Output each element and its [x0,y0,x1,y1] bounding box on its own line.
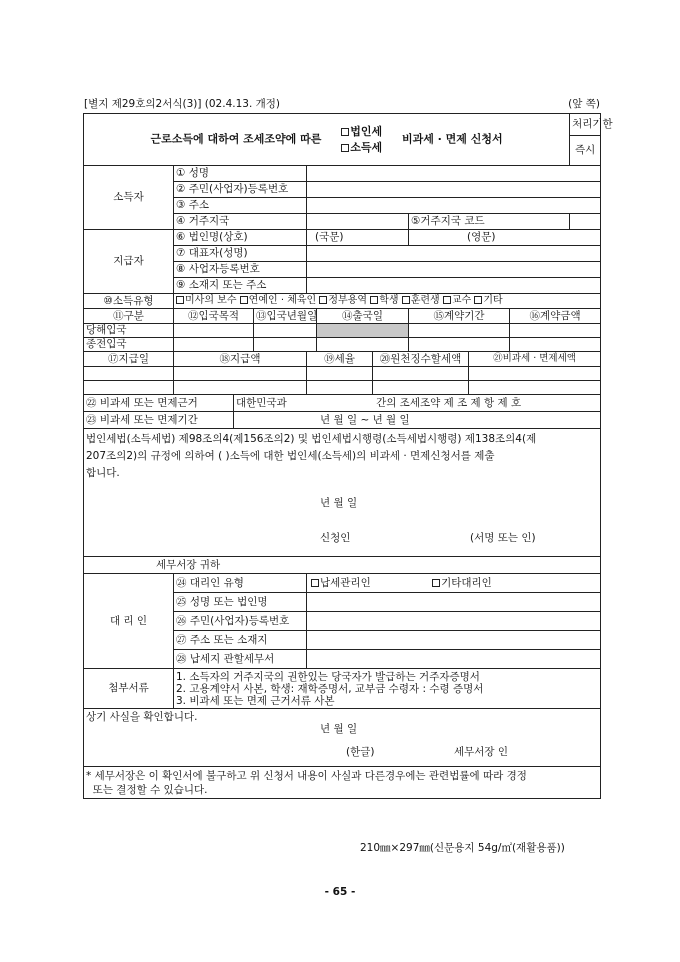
agent-id-label: ㉖ 주민(사업자)등록번호 [174,612,307,631]
page-number: - 65 - [324,886,356,898]
row-previous-entry: 종전입국 [84,338,174,352]
representative-field[interactable] [307,246,601,262]
income-type-options: 미사의 보수 연예인 · 체육인 정부용역 학생 훈련생 교수 기타 [174,294,601,309]
page-side: (앞 쪽) [568,98,600,110]
deadline-label: 처리기한 [570,114,601,136]
earner-name-field[interactable] [307,166,601,182]
residence-country-label: ④ 거주지국 [174,214,307,230]
agent-name-field[interactable] [307,593,601,612]
withholding-field-1[interactable] [373,367,469,381]
col-entry-purpose: ⑫입국목적 [174,309,254,324]
checkbox-other-agent[interactable] [432,579,440,587]
previous-amount-field[interactable] [510,338,601,352]
agent-type-label: ㉔ 대리인 유형 [174,574,307,593]
exempt-field-1[interactable] [469,367,601,381]
tax-office-seal[interactable]: 세무서장 인 [454,746,509,758]
form-title: 근로소득에 대하여 조세조약에 따른 법인세 소득세 비과세 · 면제 신청서 [84,114,570,166]
exemption-basis-label: ㉒ 비과세 또는 면제근거 [84,395,234,412]
form-number: [별지 제29호의2서식(3)] (02.4.13. 개정) [84,98,281,110]
current-departure-field [317,324,409,338]
income-type-label: ⑩소득유형 [84,294,174,309]
business-number-label: ⑧ 사업자등록번호 [174,262,307,278]
residence-code-label: ⑤거주지국 코드 [409,214,570,230]
col-withholding-tax: ⑳원천징수할세액 [373,352,469,367]
addressee: 세무서장 귀하 [84,557,601,574]
declaration-block [84,429,601,557]
residence-code-field[interactable] [570,214,601,230]
agent-address-label: ㉗ 주소 또는 소재지 [174,631,307,650]
earner-address-label: ③ 주소 [174,198,307,214]
representative-label: ⑦ 대표자(성명) [174,246,307,262]
col-entry-date: ⑬입국년월일 [254,309,317,324]
notice-line-1: * 세무서장은 이 확인서에 불구하고 위 신청서 내용이 사실과 다른경우에는 관련법률에 따라 경정 [86,769,527,782]
earner-address-field[interactable] [307,198,601,214]
col-payment-date: ⑰지급일 [84,352,174,367]
checkbox-student[interactable] [370,296,378,304]
declaration-line-2: 207조의2)의 규정에 의하여 ( )소득에 대한 법인세(소득세)의 비과세 · 면제신청서를 제출 [86,450,495,462]
current-amount-field[interactable] [510,324,601,338]
paper-spec: 210㎜×297㎜(신문용지 54g/㎡(재활용품)) [360,842,565,854]
checkbox-entertainer[interactable] [240,296,248,304]
agent-section-label: 대 리 인 [84,574,174,669]
checkbox-corporate-tax[interactable] [341,128,349,136]
payer-name-korean[interactable]: (국문) [307,230,409,246]
checkbox-tax-manager[interactable] [311,579,319,587]
col-exempt-tax: ㉑비과세 · 면제세액 [469,352,601,367]
earner-id-field[interactable] [307,182,601,198]
attachments-list [174,669,601,709]
earner-id-label: ② 주민(사업자)등록번호 [174,182,307,198]
checkbox-trainee[interactable] [402,296,410,304]
exemption-basis-field[interactable]: 대한민국과 간의 조세조약 제 조 제 항 제 호 [234,395,601,412]
payer-address-label: ⑨ 소재지 또는 주소 [174,278,307,294]
exempt-field-2[interactable] [469,381,601,395]
declaration-line-3: 합니다. [86,467,120,479]
payment-date-field-1[interactable] [84,367,174,381]
col-tax-rate: ⑲세율 [307,352,373,367]
exemption-period-label: ㉓ 비과세 또는 면제기간 [84,412,234,429]
confirmation-text: 상기 사실을 확인합니다. [86,711,198,723]
payer-section-label: 지급자 [84,230,174,294]
payment-amount-field-2[interactable] [174,381,307,395]
attachment-item-2: 2. 고용계약서 사본, 학생: 재학증명서, 교부금 수령자 : 수령 증명서 [176,682,484,695]
payment-amount-field-1[interactable] [174,367,307,381]
agent-name-label: ㉕ 성명 또는 법인명 [174,593,307,612]
deadline-value: 즉시 [570,136,601,166]
agent-tax-office-label: ㉘ 납세지 관할세무서 [174,650,307,669]
agent-type-options: 납세관리인 기타대리인 [307,574,601,593]
payment-date-field-2[interactable] [84,381,174,395]
previous-departure-field[interactable] [317,338,409,352]
previous-entry-date-field[interactable] [254,338,317,352]
agent-tax-office-field[interactable] [307,650,601,669]
tax-rate-field-1[interactable] [307,367,373,381]
business-number-field[interactable] [307,262,601,278]
declaration-line-1: 법인세법(소득세법) 제98조의4(제156조의2) 및 법인세법시행령(소득세법시행령) 제138조의4(제 [86,433,537,445]
residence-country-field[interactable] [307,214,409,230]
signature-field[interactable]: (서명 또는 인) [470,532,536,544]
checkbox-professor[interactable] [443,296,451,304]
notice-block [84,767,601,799]
attachment-item-3: 3. 비과세 또는 면제 근거서류 사본 [176,694,335,707]
applicant-label: 신청인 [320,532,351,544]
tax-rate-field-2[interactable] [307,381,373,395]
application-date[interactable]: 년 월 일 [320,497,358,509]
application-form [83,113,613,799]
hangul-label: (한글) [346,746,375,758]
current-purpose-field[interactable] [174,324,254,338]
notice-line-2: 또는 결정할 수 있습니다. [86,783,208,796]
col-contract-period: ⑮계약기간 [409,309,510,324]
exemption-period-field[interactable]: 년 월 일 ~ 년 월 일 [234,412,601,429]
col-departure-date: ⑭출국일 [317,309,409,324]
row-current-entry: 당해입국 [84,324,174,338]
option-corporate-tax: 법인세 [350,125,383,139]
col-payment-amount: ⑱지급액 [174,352,307,367]
agent-id-field[interactable] [307,612,601,631]
earner-name-label: ① 성명 [174,166,307,182]
col-contract-amount: ⑯계약금액 [510,309,601,324]
confirmation-block [84,709,601,767]
withholding-field-2[interactable] [373,381,469,395]
attachments-label: 첨부서류 [84,669,174,709]
attachment-item-1: 1. 소득자의 거주지국의 권한있는 당국자가 발급하는 거주자증명서 [176,670,480,683]
confirmation-date[interactable]: 년 월 일 [320,723,358,735]
earner-section-label: 소득자 [84,166,174,230]
checkbox-income-tax[interactable] [341,144,349,152]
checkbox-other[interactable] [474,296,482,304]
previous-purpose-field[interactable] [174,338,254,352]
checkbox-government-service[interactable] [319,296,327,304]
agent-address-field[interactable] [307,631,601,650]
payer-name-english[interactable]: (영문) [409,230,601,246]
col-classification: ⑪구분 [84,309,174,324]
current-period-field[interactable] [409,324,510,338]
payer-name-label: ⑥ 법인명(상호) [174,230,307,246]
checkbox-director-fee[interactable] [176,296,184,304]
option-income-tax: 소득세 [350,140,383,154]
previous-period-field[interactable] [409,338,510,352]
payer-address-field[interactable] [307,278,601,294]
form-header [84,96,600,112]
current-entry-date-field[interactable] [254,324,317,338]
